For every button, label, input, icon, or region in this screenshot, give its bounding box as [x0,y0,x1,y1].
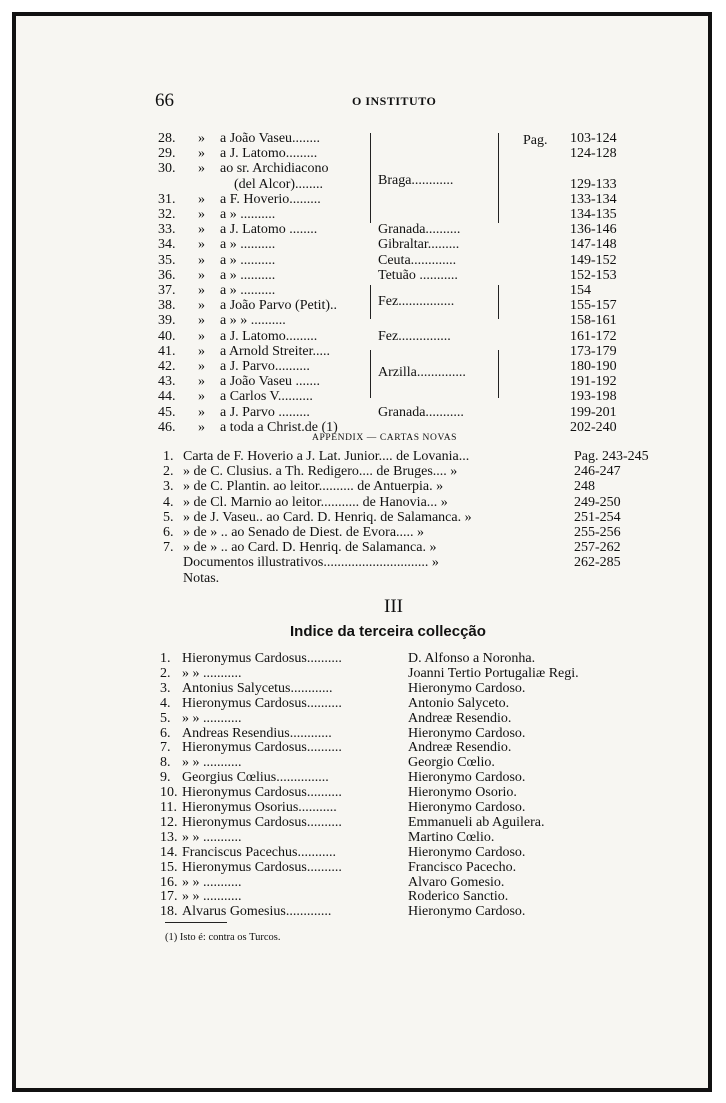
index-number: 3. [160,680,171,696]
index-number: 11. [160,800,177,815]
letter-page: 202-240 [570,419,617,435]
appendix-number: 1. [163,449,174,464]
index-number: 13. [160,829,178,845]
letter-recipient: a J. Latomo......... [220,328,318,344]
letter-number: 40. [158,328,176,344]
index-recipient: Hieronymo Cardoso. [408,800,526,815]
letter-place: Tetuão ........... [378,267,458,283]
index-recipient: Emmanueli ab Aguilera. [408,814,545,830]
letter-number: 44. [158,389,176,405]
letter-page: 191-192 [570,374,617,390]
letter-number: 43. [158,374,176,390]
letter-ditto: » [198,343,205,359]
letter-number: 39. [158,313,176,329]
index-author: Hieronymus Cardosus.......... [182,651,342,666]
letter-recipient: a João Vaseu........ [220,131,321,146]
letter-ditto: » [198,374,205,390]
index-number: 2. [160,665,171,681]
letter-ditto: » [198,359,205,374]
appendix-number: 3. [163,479,174,495]
letter-page: 173-179 [570,343,617,359]
letter-place: Gibraltar......... [378,237,460,253]
letter-page: 158-161 [570,313,617,329]
letter-number: 33. [158,222,176,238]
appendix-number: 5. [163,509,174,525]
letter-recipient: a » .......... [220,237,276,253]
letter-ditto: » [198,283,205,298]
letter-number: 35. [158,252,176,268]
letter-number: 37. [158,283,176,298]
letter-page: 193-198 [570,389,617,405]
appendix-number: 2. [163,464,174,480]
letter-number: 38. [158,298,176,314]
letter-page: 103-124 [570,131,617,146]
appendix-title: APPENDIX — CARTAS NOVAS [312,433,458,443]
index-number: 10. [160,785,178,801]
letter-page: 154 [570,283,591,298]
letter-recipient: ao sr. Archidiacono [220,161,329,177]
index-recipient: Martino Cœlio. [408,829,495,845]
appendix-page: 248 [574,479,595,495]
letter-number: 41. [158,343,176,359]
index-number: 6. [160,725,171,741]
fez-bracket-right [498,285,503,319]
index-author: Hieronymus Cardosus.......... [182,859,342,875]
index-author: Andreas Resendius............ [182,725,332,741]
index-author: Antonius Salycetus............ [182,680,333,696]
letter-recipient: a » .......... [220,207,276,222]
letter-recipient: a Carlos V.......... [220,389,313,405]
letter-number: 46. [158,419,176,435]
index-recipient: Roderico Sanctio. [408,889,509,905]
index-author: Hieronymus Cardosus.......... [182,740,342,756]
index-recipient: Joanni Tertio Portugaliæ Regi. [408,665,579,681]
running-head: O INSTITUTO [352,94,437,108]
letter-place: Ceuta............. [378,252,457,268]
letter-place: Fez............... [378,328,451,344]
footnote-rule [165,922,227,923]
letter-page: 129-133 [570,176,617,192]
letter-number: 45. [158,404,176,420]
appendix-number: 4. [163,494,174,510]
index-number: 7. [160,740,171,756]
appendix-entry: » de » .. ao Card. D. Henriq. de Salamanca. » [183,540,437,556]
index-number: 18. [160,904,178,920]
letter-page: 161-172 [570,328,617,344]
letter-recipient: a João Parvo (Petit).. [220,298,338,314]
letter-page: 134-135 [570,207,617,222]
index-recipient: Hieronymo Cardoso. [408,770,526,786]
index-number: 14. [160,844,178,860]
index-recipient: Georgio Cœlio. [408,755,495,771]
index-number: 1. [160,651,171,666]
braga-bracket-right [498,133,503,223]
letter-ditto: » [198,131,205,146]
letter-page: 152-153 [570,267,617,283]
index-recipient: Andreæ Resendio. [408,740,512,756]
letter-recipient: a Arnold Streiter..... [220,343,331,359]
letter-recipient: a toda a Christ.de (1) [220,419,338,435]
letter-place: Granada........... [378,404,464,420]
letter-number: 29. [158,146,176,162]
index-recipient: Hieronymo Cardoso. [408,725,526,741]
index-recipient: Hieronymo Cardoso. [408,904,526,920]
letter-page: 147-148 [570,237,617,253]
letter-page: 149-152 [570,252,617,268]
index-number: 5. [160,710,171,726]
letter-recipient: a J. Latomo ........ [220,222,318,238]
appendix-page: 251-254 [574,509,621,525]
letter-number: 42. [158,359,176,374]
letter-recipient: a » .......... [220,267,276,283]
index-author: Franciscus Pacechus........... [182,844,336,860]
index-recipient: Hieronymo Cardoso. [408,844,526,860]
index-number: 16. [160,874,178,890]
letter-ditto: » [198,146,205,162]
appendix-entry: » de C. Plantin. ao leitor.......... de Antuerpia. » [183,479,444,495]
letter-ditto: » [198,237,205,253]
index-recipient: Alvaro Gomesio. [408,874,505,890]
arzilla-bracket-left [366,350,371,398]
letter-number: 36. [158,267,176,283]
letter-ditto: » [198,404,205,420]
index-recipient: Antonio Salyceto. [408,695,510,711]
appendix-page: 262-285 [574,555,621,571]
letter-page: 124-128 [570,146,617,162]
letter-ditto: » [198,252,205,268]
index-recipient: Hieronymo Cardoso. [408,680,526,696]
letter-recipient: a J. Parvo.......... [220,359,310,374]
pag-label: Pag. [523,133,548,148]
letter-recipient: a F. Hoverio......... [220,191,321,207]
letter-recipient: a » » .......... [220,313,286,329]
index-author: » » ........... [182,829,242,845]
appendix-number: 7. [163,540,174,556]
index-number: 4. [160,695,171,711]
arzilla-bracket-right [498,350,503,398]
appendix-entry: » de » .. ao Senado de Diest. de Evora..... » [183,525,425,540]
index-author: » » ........... [182,710,242,726]
letter-number: 34. [158,237,176,253]
index-number: 15. [160,859,178,875]
letter-recipient: a » .......... [220,252,276,268]
appendix-entry: » de J. Vaseu.. ao Card. D. Henriq. de Salamanca. » [183,509,472,525]
index-author: » » ........... [182,889,242,905]
letter-place: Granada.......... [378,222,461,238]
index-recipient: D. Alfonso a Noronha. [408,651,536,666]
letter-recipient: a J. Latomo......... [220,146,318,162]
index-author: » » ........... [182,874,242,890]
letter-page: 155-157 [570,298,617,314]
letter-ditto: » [198,161,205,177]
index-number: 8. [160,755,171,771]
appendix-entry: Notas. [183,570,220,586]
letter-page: 199-201 [570,404,617,420]
letter-page: 133-134 [570,191,617,207]
letter-recipient: a » .......... [220,283,276,298]
letter-page: 180-190 [570,359,617,374]
letter-recipient: a J. Parvo ......... [220,404,310,420]
appendix-page: 257-262 [574,540,621,556]
letter-ditto: » [198,313,205,329]
index-number: 17. [160,889,178,905]
letter-ditto: » [198,267,205,283]
letter-number: 32. [158,207,176,222]
appendix-entry: Documentos illustrativos.............................. » [183,555,439,571]
fez-group-label: Fez................ [378,294,455,309]
arzilla-label: Arzilla.............. [378,365,466,380]
page-number: 66 [155,90,174,111]
fez-bracket-left [366,285,371,319]
index-recipient: Francisco Pacecho. [408,859,517,875]
braga-label: Braga............ [378,173,454,188]
index-author: Hieronymus Cardosus.......... [182,785,342,801]
appendix-page: Pag. 243-245 [574,449,649,464]
index-number: 9. [160,770,171,786]
index-author: » » ........... [182,755,242,771]
braga-bracket-left [366,133,371,223]
letter-ditto: » [198,328,205,344]
letter-page: 136-146 [570,222,617,238]
appendix-page: 246-247 [574,464,621,480]
footnote: (1) Isto é: contra os Turcos. [165,932,281,943]
index-author: Hieronymus Osorius........... [182,800,337,815]
letter-number: 30. [158,161,176,177]
letter-ditto: » [198,419,205,435]
index-author: Georgius Cœlius............... [182,770,329,786]
index-author: Hieronymus Cardosus.......... [182,695,342,711]
letter-number: 31. [158,191,176,207]
section-title: Indice da terceira collecção [290,623,486,640]
appendix-page: 255-256 [574,525,621,540]
index-recipient: Andreæ Resendio. [408,710,512,726]
section-number: III [384,596,403,617]
letter-ditto: » [198,191,205,207]
appendix-entry: » de Cl. Marnio ao leitor........... de Hanovia... » [183,494,448,510]
index-author: Hieronymus Cardosus.......... [182,814,342,830]
letter-ditto: » [198,389,205,405]
letter-ditto: » [198,222,205,238]
appendix-entry: Carta de F. Hoverio a J. Lat. Junior.... de Lovania... [183,449,470,464]
appendix-page: 249-250 [574,494,621,510]
letter-number: 28. [158,131,176,146]
letter-recipient: (del Alcor)........ [234,176,324,192]
appendix-entry: » de C. Clusius. a Th. Redigero.... de Bruges.... » [183,464,458,480]
index-author: Alvarus Gomesius............. [182,904,332,920]
index-author: » » ........... [182,665,242,681]
index-number: 12. [160,814,178,830]
letter-recipient: a João Vaseu ....... [220,374,321,390]
letter-ditto: » [198,298,205,314]
appendix-number: 6. [163,525,174,540]
letter-ditto: » [198,207,205,222]
index-recipient: Hieronymo Osorio. [408,785,517,801]
